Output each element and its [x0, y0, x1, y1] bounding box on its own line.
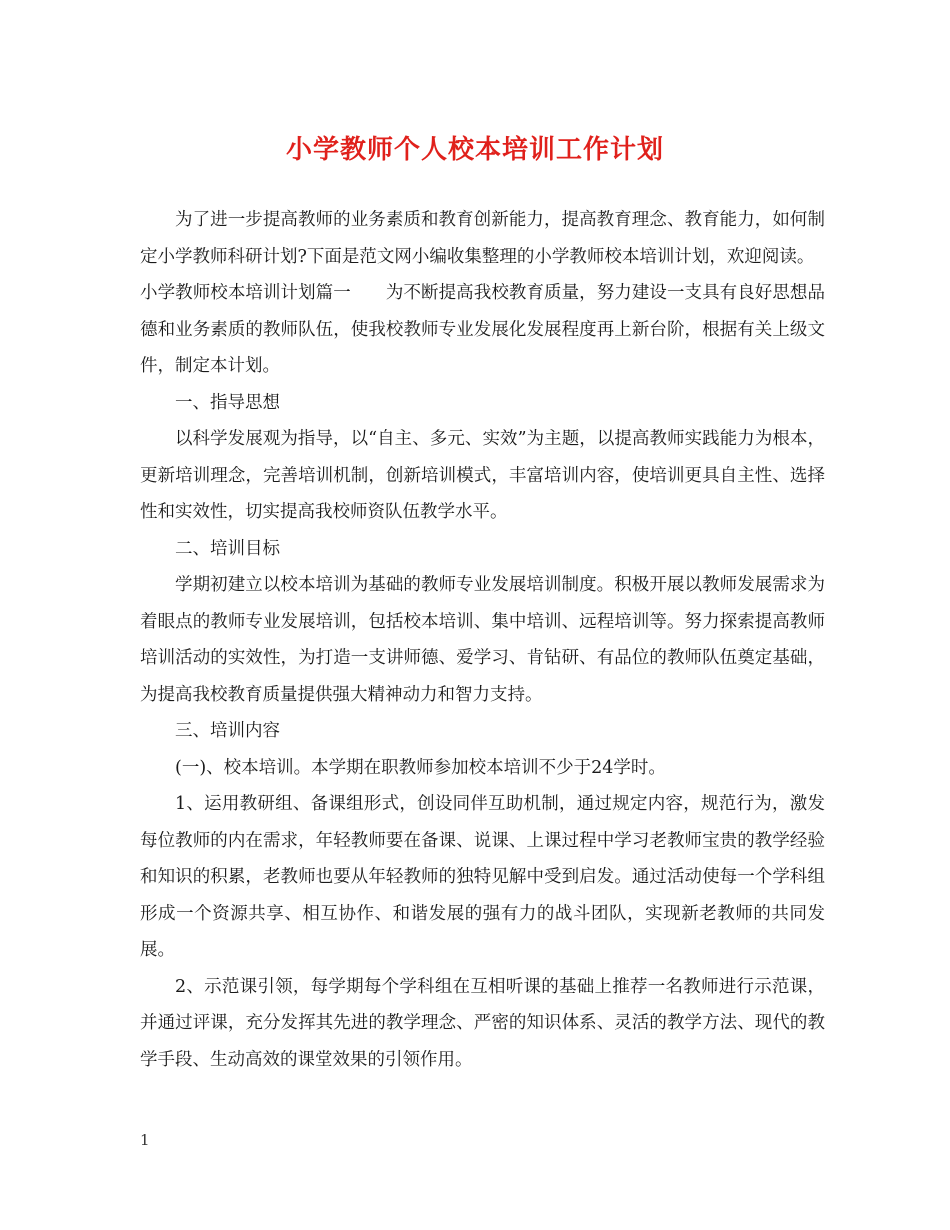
item-two-paragraph: 2、示范课引领，每学期每个学科组在互相听课的基础上推荐一名教师进行示范课，并通过评课，充分发挥其先进的教学理念、严密的知识体系、灵活的教学方法、现代的教学手段、生动高效的课堂效果的引领作用。	[140, 976, 825, 1070]
intro-paragraph: 为了进一步提高教师的业务素质和教育创新能力，提高教育理念、教育能力，如何制定小学教师科研计划?下面是范文网小编收集整理的小学教师校本培训计划，欢迎阅读。	[140, 210, 825, 267]
page-number: 1	[140, 1131, 150, 1149]
section-heading-guiding-thought: 一、指导思想	[175, 392, 280, 413]
section-heading-training-content: 三、培训内容	[175, 721, 280, 741]
training-goals-paragraph: 学期初建立以校本培训为基础的教师专业发展培训制度。积极开展以教师发展需求为着眼点的教师专业发展培训，包括校本培训、集中培训、远程培训等。努力探索提高教师培训活动的实效性，为打造一支讲师德、爱学习、肯钻研、有品位的教师队伍奠定基础，为提高我校教育质量提供强大精神动力和智力支持。	[140, 575, 825, 705]
document-body	[140, 202, 825, 1078]
item-one-paragraph: 1、运用教研组、备课组形式，创设同伴互助机制，通过规定内容，规范行为，激发每位教师的内在需求，年轻教师要在备课、说课、上课过程中学习老教师宝贵的教学经验和知识的积累，老教师也要从年轻教师的独特见解中受到启发。通过活动使每一个学科组形成一个资源共享、相互协作、和谐发展的强有力的战斗团队，实现新老教师的共同发展。	[140, 794, 825, 960]
guiding-thought-paragraph: 以科学发展观为指导，以“自主、多元、实效”为主题，以提高教师实践能力为根本，更新培训理念，完善培训机制，创新培训模式，丰富培训内容，使培训更具自主性、选择性和实效性，切实提高我校师资队伍教学水平。	[140, 429, 825, 522]
section-heading-training-goals: 二、培训目标	[175, 538, 280, 559]
plan-one-paragraph: 小学教师校本培训计划篇一 为不断提高我校教育质量，努力建设一支具有良好思想品德和业务素质的教师队伍，使我校教师专业发展化发展程度再上新台阶，根据有关上级文件，制定本计划。	[140, 283, 825, 376]
school-based-training-paragraph: (一)、校本培训。本学期在职教师参加校本培训不少于24学时。	[175, 757, 666, 778]
document-title: 小学教师个人校本培训工作计划	[285, 135, 664, 165]
